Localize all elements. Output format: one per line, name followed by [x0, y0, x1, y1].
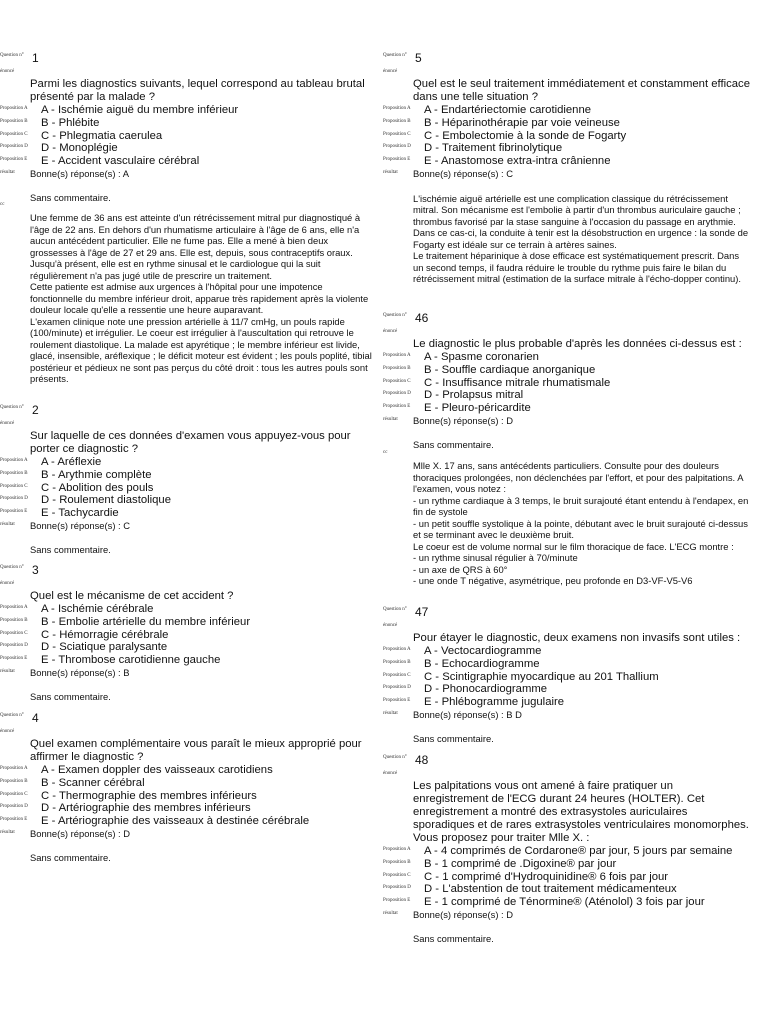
question-header — [383, 605, 751, 629]
clinical-case-paragraph: - un rythme cardiaque à 3 temps, le bruit surajouté étant entendu à l'endapex, en fin de systole — [413, 494, 749, 517]
proposition-label: Proposition B — [383, 659, 411, 665]
proposition-e[interactable] — [383, 402, 751, 415]
proposition-text: D - Sciatique paralysante — [41, 641, 168, 654]
question-label — [383, 52, 407, 75]
answer-line — [383, 709, 751, 722]
question-header — [0, 711, 368, 735]
proposition-text: C - 1 comprimé d'Hydroquinidine® 6 fois par jour — [424, 870, 669, 883]
proposition-a[interactable] — [0, 104, 368, 117]
answer-label: résultat — [0, 829, 15, 835]
proposition-e[interactable] — [383, 155, 751, 168]
question-text: Le diagnostic le plus probable d'après les données ci-dessus est : — [413, 338, 742, 350]
proposition-text: B - Arythmie complète — [41, 468, 152, 481]
proposition-text: D - Roulement diastolique — [41, 494, 171, 507]
proposition-a[interactable] — [383, 645, 751, 658]
question-text: Sur laquelle de ces données d'examen vous appuyez-vous pour porter ce diagnostic ? — [30, 430, 351, 455]
question-label-text: Question n° — [0, 713, 24, 718]
proposition-e[interactable] — [0, 815, 368, 828]
proposition-b[interactable] — [383, 858, 751, 871]
question-number: 3 — [32, 563, 39, 577]
proposition-text: A - Ischémie cérébrale — [41, 603, 154, 615]
question-label — [0, 52, 24, 75]
comment-paragraph: L'ischémie aiguë artérielle est une complication classique du rétrécissement mitral. Son mécanisme est l'embolie à partir d'un thrombus auriculaire gauche ; thrombus favorisé par la stase sanguine à l'occasion du passage en arythmie. — [413, 192, 741, 227]
comment-paragraph: Dans ce cas-ci, la conduite à tenir est la désobstruction en urgence : la sonde de Fogarty est idéale sur ce terrain à artères saines. — [413, 227, 749, 250]
proposition-c[interactable] — [0, 629, 368, 642]
proposition-e[interactable] — [0, 155, 368, 168]
answer-value: D — [123, 827, 131, 839]
question-number: 5 — [415, 51, 422, 65]
proposition-d[interactable] — [383, 683, 751, 696]
question-number: 46 — [415, 311, 429, 325]
clinical-case-paragraph: - un petit souffle systolique à la pointe, débutant avec le bruit surajouté ci-dessus et se terminant avec le deuxième bruit. — [413, 517, 748, 540]
proposition-text: D - Traitement fibrinolytique — [424, 142, 563, 155]
answer-line — [383, 168, 751, 181]
answer-prefix: Bonne(s) réponse(s) : — [30, 827, 124, 839]
proposition-text: E - Artériographie des vaisseaux à destinée cérébrale — [41, 815, 310, 828]
proposition-d[interactable] — [383, 142, 751, 155]
answer-value: B D — [506, 708, 522, 720]
proposition-e[interactable] — [383, 896, 751, 909]
proposition-label: Proposition B — [0, 617, 28, 623]
proposition-label: Proposition B — [383, 859, 411, 865]
question-header — [383, 311, 751, 335]
answer-label: résultat — [0, 668, 15, 674]
answer-label: résultat — [383, 710, 398, 716]
comment: Sans commentaire. — [413, 438, 494, 450]
proposition-text: C - Abolition des pouls — [41, 481, 154, 494]
answer-line — [0, 168, 368, 181]
answer-prefix: Bonne(s) réponse(s) : — [413, 708, 507, 720]
proposition-label: Proposition A — [383, 647, 411, 652]
proposition-text: D - L'abstention de tout traitement médicamenteux — [424, 883, 677, 896]
comment-paragraph: Le traitement héparinique à dose efficace est systématiquement prescrit. Dans un second temps, il faudra réduire le trouble du rythme puis faire le bilan du rétrécissement mitral (estimation de la surface mitrale à l'écho-dopper continu). — [413, 250, 741, 285]
question-label — [0, 712, 24, 735]
question-label-text: Question n° — [383, 53, 407, 58]
answer-text — [30, 168, 129, 180]
question-statement-label: énoncé — [0, 729, 15, 734]
proposition-label: Proposition E — [0, 656, 28, 662]
clinical-case-paragraph: - une onde T négative, asymétrique, peu profonde en D3-VF-V5-V6 — [413, 575, 693, 586]
question-text: Quel est le mécanisme de cet accident ? — [30, 590, 234, 602]
proposition-c[interactable] — [383, 671, 751, 684]
proposition-label: Proposition D — [383, 885, 411, 891]
proposition-e[interactable] — [383, 696, 751, 709]
comment: Sans commentaire. — [30, 191, 111, 203]
question-statement-label: énoncé — [383, 623, 398, 628]
proposition-text: A - Ischémie aiguë du membre inférieur — [41, 104, 239, 116]
proposition-label: Proposition E — [0, 509, 28, 515]
proposition-label: Proposition A — [383, 847, 411, 852]
comment: Sans commentaire. — [30, 851, 111, 863]
question-label-text: Question n° — [383, 313, 407, 318]
proposition-label: Proposition D — [383, 144, 411, 150]
proposition-b[interactable] — [0, 616, 368, 629]
answer-line — [0, 520, 368, 533]
proposition-label: Proposition D — [383, 391, 411, 397]
question-label-text: Question n° — [0, 53, 24, 58]
question-statement-label: énoncé — [0, 69, 15, 74]
proposition-label: Proposition C — [383, 131, 411, 137]
proposition-label: Proposition D — [0, 144, 28, 150]
answer-prefix: Bonne(s) réponse(s) : — [413, 167, 507, 179]
proposition-a[interactable] — [0, 456, 368, 469]
answer-value: C — [123, 519, 131, 531]
answer-text — [413, 709, 522, 721]
proposition-text: E - Tachycardie — [41, 507, 119, 520]
clinical-case-paragraph: Cette patiente est admise aux urgences à l'hôpital pour une impotence fonctionnelle du membre inférieur droit, apparue très rapidement après la violente douleur locale qu'elle a ressentie une heure auparavant. — [30, 281, 369, 315]
question-label — [0, 564, 24, 587]
question-text: Quel examen complémentaire vous paraît le mieux approprié pour affirmer le diagnostic ? — [30, 738, 362, 763]
answer-label: résultat — [383, 910, 398, 916]
question-label — [383, 606, 407, 629]
proposition-label: Proposition E — [383, 157, 411, 163]
proposition-label: Proposition D — [0, 496, 28, 502]
proposition-text: D - Artériographie des membres inférieurs — [41, 802, 251, 815]
question-label-text: Question n° — [383, 755, 407, 760]
cc-label: cc — [383, 450, 388, 455]
answer-prefix: Bonne(s) réponse(s) : — [30, 666, 124, 678]
proposition-d[interactable] — [0, 802, 368, 815]
answer-line — [383, 909, 751, 922]
proposition-label: Proposition C — [383, 672, 411, 678]
proposition-label: Proposition C — [0, 483, 28, 489]
question-label — [0, 404, 24, 427]
proposition-label: Proposition B — [383, 365, 411, 371]
answer-label: résultat — [0, 169, 15, 175]
answer-text — [30, 667, 130, 679]
question-label-text: Question n° — [0, 405, 24, 410]
proposition-text: E - 1 comprimé de Ténormine® (Aténolol) 3 fois par jour — [424, 896, 705, 909]
comment: Sans commentaire. — [30, 690, 111, 702]
proposition-label: Proposition A — [0, 605, 28, 610]
cc-label: cc — [0, 202, 5, 207]
clinical-case-paragraph: Une femme de 36 ans est atteinte d'un rétrécissement mitral pur diagnostiqué à l'âge de 22 ans. En dehors d'un rhumatisme articulaire à l'âge de 6 ans, elle n'a aucun antécédent particulier. Elle ne fume pas. Elle a mené à bien deux grossesses à l'âge de 27 et 29 ans. Elle est, depuis, sous contraceptifs oraux. — [30, 212, 361, 258]
answer-prefix: Bonne(s) réponse(s) : — [413, 414, 507, 426]
proposition-d[interactable] — [0, 494, 368, 507]
question-block-46 — [383, 311, 751, 451]
answer-text — [413, 415, 513, 427]
proposition-b[interactable] — [0, 469, 368, 482]
question-number: 47 — [415, 605, 429, 619]
proposition-text: D - Monoplégie — [41, 142, 118, 155]
question-label — [383, 312, 407, 335]
question-block-3 — [0, 563, 368, 703]
question-statement-label: énoncé — [0, 421, 15, 426]
question-block-4 — [0, 711, 368, 864]
proposition-text: A - Examen doppler des vaisseaux carotidiens — [41, 764, 273, 776]
clinical-case-paragraph: Mlle X. 17 ans, sans antécédents particuliers. Consulte pour des douleurs thoraciques prolongées, non déclenchées par l'effort, et pour des palpitations. A l'examen, vous notez : — [413, 460, 743, 494]
question-text: Pour étayer le diagnostic, deux examens non invasifs sont utiles : — [413, 632, 741, 644]
answer-value: C — [506, 167, 514, 179]
answer-value: D — [506, 414, 514, 426]
proposition-label: Proposition A — [0, 106, 28, 111]
proposition-label: Proposition C — [0, 791, 28, 797]
proposition-label: Proposition A — [0, 766, 28, 771]
answer-text — [30, 520, 130, 532]
proposition-text: E - Thrombose carotidienne gauche — [41, 654, 221, 667]
question-text: Les palpitations vous ont amené à faire pratiquer un enregistrement de l'ECG durant 24 heures (HOLTER). Cet enregistrement a montré des extrasystoles auriculaires sporadiques et de rares extrasystoles ventriculaires monomorphes. Vous proposez pour traiter Mlle X. : — [413, 780, 749, 844]
proposition-label: Proposition B — [0, 470, 28, 476]
question-statement-label: énoncé — [383, 771, 398, 776]
proposition-label: Proposition C — [383, 872, 411, 878]
answer-text — [30, 828, 130, 840]
proposition-text: B - Souffle cardiaque anorganique — [424, 363, 596, 376]
proposition-text: C - Scintigraphie myocardique au 201 Thallium — [424, 670, 659, 683]
answer-line — [0, 828, 368, 841]
question-statement-label: énoncé — [383, 329, 398, 334]
proposition-a[interactable] — [383, 104, 751, 117]
question-header — [0, 403, 368, 427]
question-statement-label: énoncé — [383, 69, 398, 74]
proposition-label: Proposition D — [0, 804, 28, 810]
proposition-text: C - Phlegmatia caerulea — [41, 129, 163, 142]
proposition-c[interactable] — [0, 790, 368, 803]
answer-value: B — [123, 666, 130, 678]
proposition-a[interactable] — [383, 845, 751, 858]
proposition-d[interactable] — [0, 142, 368, 155]
answer-prefix: Bonne(s) réponse(s) : — [413, 908, 507, 920]
proposition-c[interactable] — [383, 130, 751, 143]
answer-value: D — [506, 908, 514, 920]
proposition-c[interactable] — [383, 377, 751, 390]
proposition-label: Proposition A — [0, 458, 28, 463]
proposition-label: Proposition E — [383, 404, 411, 410]
proposition-text: C - Thermographie des membres inférieurs — [41, 789, 257, 802]
proposition-e[interactable] — [0, 507, 368, 520]
question-block-2 — [0, 403, 368, 556]
proposition-label: Proposition C — [383, 378, 411, 384]
proposition-label: Proposition A — [383, 106, 411, 111]
proposition-label: Proposition B — [0, 118, 28, 124]
comment: Sans commentaire. — [413, 932, 494, 944]
proposition-label: Proposition D — [0, 643, 28, 649]
proposition-text: D - Phonocardiogramme — [424, 683, 548, 696]
proposition-text: A - Endartériectomie carotidienne — [424, 104, 592, 116]
proposition-label: Proposition C — [0, 630, 28, 636]
answer-label: résultat — [383, 169, 398, 175]
proposition-label: Proposition E — [0, 817, 28, 823]
proposition-d[interactable] — [383, 883, 751, 896]
proposition-d[interactable] — [383, 389, 751, 402]
proposition-b[interactable] — [383, 364, 751, 377]
question-number: 4 — [32, 711, 39, 725]
proposition-text: A - Spasme coronarien — [424, 351, 539, 363]
clinical-case-paragraph: L'examen clinique note une pression artérielle à 11/7 cmHg, un pouls rapide (100/minute) et irrégulier. Le coeur est irrégulier à l'auscultation qui retrouve le roulement diastolique. La malade est apyrétique ; le membre inférieur est livide, glacé, insensible, aréflexique ; le déficit moteur est évident ; les pouls poplité, tibial postérieur et pédieux ne sont pas perçus du côté droit : tous les autres pouls sont présents. — [30, 315, 372, 384]
answer-text — [413, 909, 513, 921]
question-text: Parmi les diagnostics suivants, lequel correspond au tableau brutal présenté par la malade ? — [30, 78, 365, 103]
proposition-c[interactable] — [0, 130, 368, 143]
proposition-text: C - Hémorragie cérébrale — [41, 628, 169, 641]
proposition-text: C - Embolectomie à la sonde de Fogarty — [424, 129, 627, 142]
question-statement-label: énoncé — [0, 581, 15, 586]
question-label — [383, 754, 407, 777]
clinical-case — [413, 460, 755, 587]
proposition-a[interactable] — [0, 603, 368, 616]
proposition-text: B - 1 comprimé de .Digoxine® par jour — [424, 857, 617, 870]
question-number: 48 — [415, 753, 429, 767]
question-label-text: Question n° — [383, 607, 407, 612]
proposition-label: Proposition E — [383, 698, 411, 704]
clinical-case-paragraph: - un axe de QRS à 60° — [413, 563, 508, 575]
comment — [413, 193, 751, 285]
question-header — [0, 51, 368, 75]
question-block-1 — [0, 51, 368, 204]
comment: Sans commentaire. — [413, 732, 494, 744]
question-label-text: Question n° — [0, 565, 24, 570]
question-header — [383, 51, 751, 75]
proposition-text: B - Phlébite — [41, 116, 100, 129]
question-number: 2 — [32, 403, 39, 417]
proposition-text: E - Pleuro-péricardite — [424, 402, 531, 415]
proposition-label: Proposition D — [383, 685, 411, 691]
question-block-48 — [383, 753, 751, 945]
proposition-text: E - Anastomose extra-intra crânienne — [424, 155, 611, 168]
proposition-text: B - Embolie artérielle du membre inférieur — [41, 615, 251, 628]
answer-label: résultat — [0, 521, 15, 527]
proposition-text: A - Vectocardiogramme — [424, 645, 542, 657]
proposition-b[interactable] — [0, 777, 368, 790]
proposition-b[interactable] — [383, 117, 751, 130]
answer-line — [383, 415, 751, 428]
proposition-text: B - Echocardiogramme — [424, 657, 540, 670]
proposition-text: D - Prolapsus mitral — [424, 389, 524, 402]
proposition-text: E - Accident vasculaire cérébral — [41, 155, 200, 168]
clinical-case — [30, 212, 372, 385]
proposition-label: Proposition B — [383, 118, 411, 124]
proposition-label: Proposition C — [0, 131, 28, 137]
question-text: Quel est le seul traitement immédiatement et constamment efficace dans une telle situation ? — [413, 78, 750, 103]
proposition-b[interactable] — [0, 117, 368, 130]
proposition-c[interactable] — [0, 482, 368, 495]
question-header — [383, 753, 751, 777]
proposition-c[interactable] — [383, 871, 751, 884]
question-block-5 — [383, 51, 751, 285]
proposition-text: B - Scanner cérébral — [41, 776, 145, 789]
proposition-a[interactable] — [0, 764, 368, 777]
proposition-b[interactable] — [383, 658, 751, 671]
proposition-label: Proposition B — [0, 778, 28, 784]
proposition-text: C - Insuffisance mitrale rhumatismale — [424, 376, 611, 389]
proposition-text: B - Héparinothérapie par voie veineuse — [424, 116, 620, 129]
proposition-text: E - Phlébogramme jugulaire — [424, 696, 565, 709]
answer-line — [0, 667, 368, 680]
proposition-label: Proposition E — [0, 157, 28, 163]
answer-label: résultat — [383, 416, 398, 422]
proposition-a[interactable] — [383, 351, 751, 364]
question-header — [0, 563, 368, 587]
answer-text — [413, 168, 513, 180]
clinical-case-paragraph: - un rythme sinusal régulier à 70/minute — [413, 552, 578, 563]
comment: Sans commentaire. — [30, 543, 111, 555]
proposition-text: A - 4 comprimés de Cordarone® par jour, 5 jours par semaine — [424, 845, 733, 857]
question-block-47 — [383, 605, 751, 745]
proposition-e[interactable] — [0, 654, 368, 667]
answer-value: A — [122, 167, 130, 179]
proposition-d[interactable] — [0, 641, 368, 654]
question-number: 1 — [32, 51, 39, 65]
proposition-label: Proposition A — [383, 353, 411, 358]
clinical-case-paragraph: Jusqu'à présent, elle est en rythme sinusal et le cardiologue qui la suit régulièrement n'a pas jugé utile de prescrire un traitement. — [30, 258, 321, 281]
answer-prefix: Bonne(s) réponse(s) : — [30, 167, 123, 179]
answer-prefix: Bonne(s) réponse(s) : — [30, 519, 124, 531]
proposition-label: Proposition E — [383, 898, 411, 904]
proposition-text: A - Aréflexie — [41, 456, 102, 468]
clinical-case-paragraph: Le coeur est de volume normal sur le film thoracique de face. L'ECG montre : — [413, 540, 734, 552]
